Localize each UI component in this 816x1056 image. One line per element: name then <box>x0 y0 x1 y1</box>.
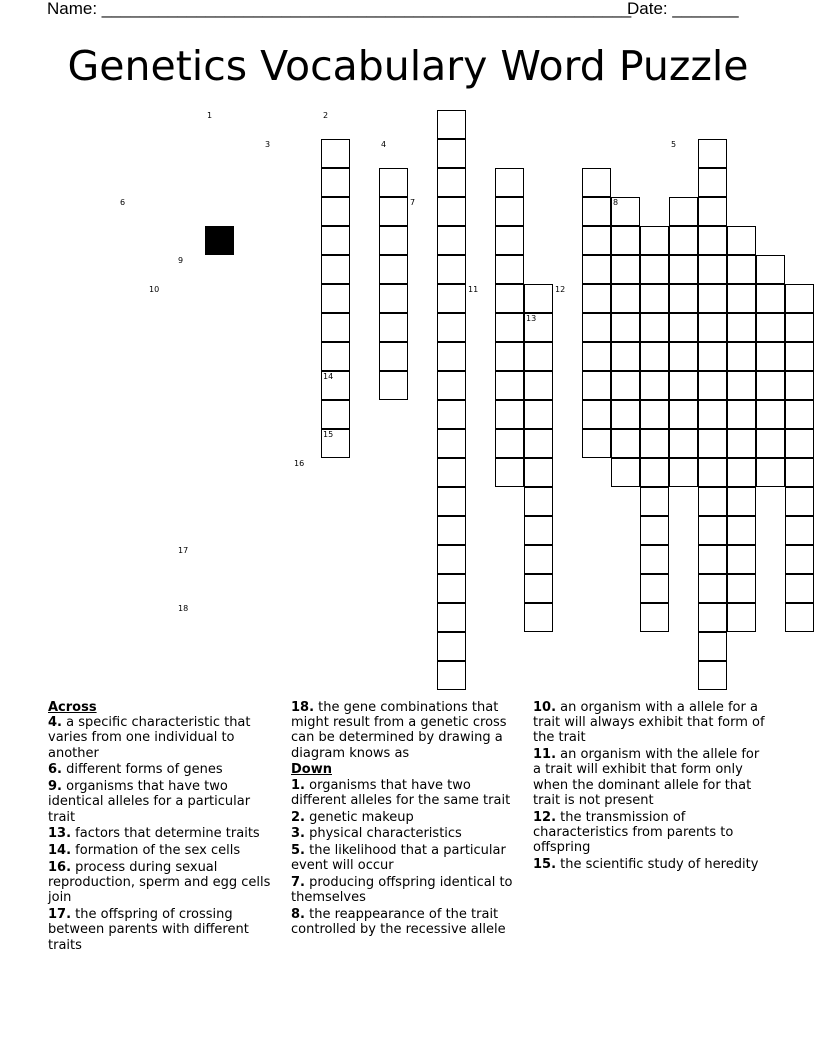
crossword-cell[interactable] <box>379 197 408 226</box>
crossword-cell[interactable] <box>437 487 466 516</box>
crossword-cell[interactable] <box>756 255 785 284</box>
crossword-cell[interactable] <box>524 400 553 429</box>
crossword-cell[interactable] <box>437 400 466 429</box>
clue-number-label: 9. <box>48 779 62 795</box>
clue-number: 13 <box>526 314 537 323</box>
crossword-cell[interactable] <box>495 313 524 342</box>
crossword-cell[interactable] <box>698 632 727 661</box>
clue-text: a specific characteristic that varies from one individual to another <box>48 715 251 761</box>
crossword-cell[interactable] <box>727 429 756 458</box>
clue-text: the likelihood that a particular event will occur <box>291 843 506 874</box>
crossword-cell[interactable] <box>582 400 611 429</box>
crossword-cell[interactable] <box>698 574 727 603</box>
crossword-cell[interactable] <box>524 545 553 574</box>
crossword-cell[interactable] <box>698 516 727 545</box>
crossword-cell[interactable] <box>582 371 611 400</box>
crossword-cell[interactable] <box>379 168 408 197</box>
crossword-cell[interactable] <box>785 516 814 545</box>
clue-number-label: 17. <box>48 907 72 923</box>
crossword-cell[interactable] <box>437 168 466 197</box>
clue-item <box>291 810 525 825</box>
crossword-cell[interactable] <box>698 371 727 400</box>
crossword-cell[interactable] <box>524 342 553 371</box>
crossword-cell[interactable] <box>611 226 640 255</box>
clue-item <box>533 857 765 872</box>
clue-text: the offspring of crossing between parents with different traits <box>48 907 249 953</box>
crossword-cell[interactable] <box>698 603 727 632</box>
clue-number-label: 18. <box>291 700 315 715</box>
crossword-cell[interactable] <box>640 574 669 603</box>
crossword-cell[interactable] <box>321 197 350 226</box>
crossword-cell[interactable] <box>698 313 727 342</box>
clue-number: 15 <box>323 430 334 439</box>
crossword-cell[interactable] <box>669 284 698 313</box>
crossword-cell[interactable] <box>640 429 669 458</box>
across-heading: Across <box>48 700 97 715</box>
clue-number-label: 5. <box>291 843 305 859</box>
clue-number-label: 11. <box>533 747 557 763</box>
crossword-cell[interactable] <box>640 516 669 545</box>
clue-text: organisms that have two different alleles for the same trait <box>291 777 511 808</box>
clue-item <box>48 843 280 858</box>
crossword-cell[interactable] <box>495 197 524 226</box>
crossword-cell[interactable] <box>524 574 553 603</box>
clue-item <box>48 715 280 761</box>
crossword-cell[interactable] <box>756 342 785 371</box>
clue-text: producing offspring identical to themselves <box>291 875 513 906</box>
clue-text: process during sexual reproduction, sperm and egg cells join <box>48 860 271 906</box>
crossword-cell[interactable] <box>524 487 553 516</box>
clue-item <box>533 747 765 808</box>
clue-number: 3 <box>265 140 271 149</box>
crossword-cell[interactable] <box>379 342 408 371</box>
crossword-cell[interactable] <box>756 284 785 313</box>
crossword-cell[interactable] <box>698 139 727 168</box>
crossword-cell[interactable] <box>379 313 408 342</box>
clue-number: 5 <box>671 140 677 149</box>
clue-number: 7 <box>410 198 416 207</box>
crossword-cell[interactable] <box>640 313 669 342</box>
crossword-cell[interactable] <box>785 400 814 429</box>
crossword-cell[interactable] <box>698 197 727 226</box>
clue-item <box>291 875 525 905</box>
crossword-cell[interactable] <box>437 458 466 487</box>
crossword-cell[interactable] <box>611 371 640 400</box>
clue-number: 8 <box>613 198 619 207</box>
page-title: Genetics Vocabulary Word Puzzle <box>67 42 749 90</box>
crossword-cell[interactable] <box>611 400 640 429</box>
clue-item <box>291 700 525 761</box>
crossword-cell[interactable] <box>698 168 727 197</box>
crossword-cell[interactable] <box>379 255 408 284</box>
crossword-cell[interactable] <box>640 487 669 516</box>
crossword-cell[interactable] <box>669 226 698 255</box>
clue-text: factors that determine traits <box>75 826 260 842</box>
clue-text: an organism with a allele for a trait will always exhibit that form of the trait <box>533 700 765 746</box>
crossword-cell[interactable] <box>321 168 350 197</box>
crossword-cell[interactable] <box>727 255 756 284</box>
crossword-cell[interactable] <box>379 226 408 255</box>
crossword-cell[interactable] <box>495 168 524 197</box>
clue-number: 12 <box>555 285 566 294</box>
crossword-cell[interactable] <box>582 284 611 313</box>
crossword-cell[interactable] <box>611 458 640 487</box>
clue-number: 1 <box>207 111 213 120</box>
crossword-cell[interactable] <box>785 429 814 458</box>
clues-column-2 <box>291 700 525 939</box>
crossword-cell[interactable] <box>495 458 524 487</box>
crossword-cell[interactable] <box>727 603 756 632</box>
crossword-cell[interactable] <box>524 284 553 313</box>
crossword-cell[interactable] <box>698 429 727 458</box>
crossword-cell[interactable] <box>611 313 640 342</box>
crossword-cell[interactable] <box>582 255 611 284</box>
clue-item <box>48 826 280 841</box>
crossword-cell[interactable] <box>437 110 466 139</box>
crossword-cell[interactable] <box>669 255 698 284</box>
crossword-cell[interactable] <box>756 400 785 429</box>
crossword-cell[interactable] <box>669 342 698 371</box>
crossword-cell[interactable] <box>785 574 814 603</box>
crossword-cell[interactable] <box>437 603 466 632</box>
crossword-cell[interactable] <box>785 458 814 487</box>
crossword-cell[interactable] <box>495 226 524 255</box>
crossword-cell[interactable] <box>727 313 756 342</box>
clue-item <box>291 778 525 808</box>
clue-number: 4 <box>381 140 387 149</box>
crossword-cell[interactable] <box>437 284 466 313</box>
crossword-cell[interactable] <box>698 226 727 255</box>
crossword-cell[interactable] <box>698 661 727 690</box>
crossword-cell[interactable] <box>727 458 756 487</box>
clue-number: 14 <box>323 372 334 381</box>
crossword-cell[interactable] <box>669 458 698 487</box>
crossword-cell[interactable] <box>321 342 350 371</box>
clue-text: the transmission of characteristics from parents to offspring <box>533 809 734 856</box>
clue-number-label: 7. <box>291 875 305 891</box>
crossword-cell[interactable] <box>698 487 727 516</box>
crossword-cell[interactable] <box>640 371 669 400</box>
crossword-cell[interactable] <box>611 284 640 313</box>
clue-number-label: 8. <box>291 907 305 923</box>
crossword-cell[interactable] <box>321 226 350 255</box>
crossword-cell[interactable] <box>437 226 466 255</box>
crossword-cell[interactable] <box>524 429 553 458</box>
crossword-cell[interactable] <box>321 139 350 168</box>
name-line[interactable]: Name: ________________________________________________________ <box>47 0 632 18</box>
crossword-cell[interactable] <box>437 661 466 690</box>
crossword-cell[interactable] <box>524 371 553 400</box>
crossword-cell[interactable] <box>756 313 785 342</box>
clue-text: the reappearance of the trait controlled by the recessive allele <box>291 907 506 938</box>
clue-text: the gene combinations that might result from a genetic cross can be determined by drawing a diagram knows as <box>291 700 507 761</box>
crossword-cell[interactable] <box>495 371 524 400</box>
clue-text: genetic makeup <box>309 809 414 825</box>
crossword-cell[interactable] <box>727 226 756 255</box>
crossword-cell[interactable] <box>582 313 611 342</box>
crossword-cell[interactable] <box>582 168 611 197</box>
crossword-cell[interactable] <box>437 632 466 661</box>
clue-number-label: 16. <box>48 860 72 875</box>
crossword-cell[interactable] <box>785 371 814 400</box>
crossword-cell[interactable] <box>524 458 553 487</box>
crossword-cell[interactable] <box>640 458 669 487</box>
crossword-cell[interactable] <box>785 284 814 313</box>
crossword-cell[interactable] <box>785 603 814 632</box>
clue-item <box>291 843 525 873</box>
crossword-cell[interactable] <box>756 429 785 458</box>
crossword-cell[interactable] <box>495 429 524 458</box>
crossword-cell[interactable] <box>611 255 640 284</box>
crossword-cell[interactable] <box>727 400 756 429</box>
crossword-cell[interactable] <box>640 342 669 371</box>
crossword-cell[interactable] <box>611 342 640 371</box>
crossword-cell[interactable] <box>727 342 756 371</box>
crossword-cell[interactable] <box>785 487 814 516</box>
crossword-cell[interactable] <box>756 458 785 487</box>
crossword-cell[interactable] <box>524 603 553 632</box>
clue-number: 11 <box>468 285 479 294</box>
clue-text: formation of the sex cells <box>75 843 241 859</box>
clue-number: 9 <box>178 256 184 265</box>
clue-number-label: 14. <box>48 843 72 859</box>
crossword-cell[interactable] <box>698 545 727 574</box>
clue-item <box>533 810 765 856</box>
clue-item <box>48 779 280 825</box>
crossword-cell[interactable] <box>698 284 727 313</box>
crossword-cell[interactable] <box>698 255 727 284</box>
crossword-cell[interactable] <box>321 284 350 313</box>
crossword-cell[interactable] <box>437 255 466 284</box>
crossword-cell[interactable] <box>321 400 350 429</box>
crossword-cell[interactable] <box>437 139 466 168</box>
clue-item <box>291 826 525 841</box>
clue-item <box>533 700 765 746</box>
crossword-cell[interactable] <box>437 313 466 342</box>
crossword-cell[interactable] <box>669 400 698 429</box>
crossword-cell[interactable] <box>582 342 611 371</box>
clue-number-label: 13. <box>48 826 72 842</box>
crossword-cell[interactable] <box>640 603 669 632</box>
crossword-cell[interactable] <box>640 400 669 429</box>
clue-number-label: 6. <box>48 762 62 778</box>
crossword-cell[interactable] <box>437 342 466 371</box>
clue-number-label: 2. <box>291 809 305 825</box>
crossword-cell[interactable] <box>379 371 408 400</box>
clue-item <box>48 860 280 906</box>
black-cell <box>205 226 234 255</box>
crossword-cell[interactable] <box>379 284 408 313</box>
clues-column-1 <box>48 700 280 954</box>
crossword-cell[interactable] <box>640 284 669 313</box>
crossword-cell[interactable] <box>669 197 698 226</box>
crossword-cell[interactable] <box>727 371 756 400</box>
crossword-cell[interactable] <box>582 226 611 255</box>
down-heading: Down <box>291 762 332 778</box>
crossword-cell[interactable] <box>727 574 756 603</box>
crossword-cell[interactable] <box>727 284 756 313</box>
clue-number-label: 1. <box>291 777 305 793</box>
crossword-cell[interactable] <box>669 313 698 342</box>
clue-item <box>48 907 280 953</box>
crossword-cell[interactable] <box>727 516 756 545</box>
crossword-cell[interactable] <box>321 255 350 284</box>
crossword-cell[interactable] <box>437 545 466 574</box>
clue-number: 6 <box>120 198 126 207</box>
clue-number-label: 15. <box>533 856 557 872</box>
crossword-cell[interactable] <box>698 458 727 487</box>
crossword-cell[interactable] <box>437 429 466 458</box>
crossword-cell[interactable] <box>582 429 611 458</box>
clue-text: organisms that have two identical alleles for a particular trait <box>48 779 251 825</box>
crossword-cell[interactable] <box>640 226 669 255</box>
clue-number: 16 <box>294 459 305 468</box>
clue-text: the scientific study of heredity <box>560 856 759 872</box>
clue-item <box>291 907 525 937</box>
crossword-cell[interactable] <box>698 400 727 429</box>
crossword-cell[interactable] <box>669 371 698 400</box>
crossword-cell[interactable] <box>698 342 727 371</box>
clue-text: an organism with the allele for a trait will exhibit that form only when the dominant allele for that trait is not present <box>533 747 760 808</box>
clue-number: 17 <box>178 546 189 555</box>
crossword-cell[interactable] <box>785 342 814 371</box>
crossword-cell[interactable] <box>727 487 756 516</box>
crossword-cell[interactable] <box>611 429 640 458</box>
crossword-cell[interactable] <box>495 400 524 429</box>
crossword-cell[interactable] <box>495 255 524 284</box>
crossword-cell[interactable] <box>524 516 553 545</box>
clue-text: different forms of genes <box>66 762 223 778</box>
clues-column-3 <box>533 700 765 874</box>
crossword-cell[interactable] <box>727 545 756 574</box>
clue-number: 10 <box>149 285 160 294</box>
clue-number-label: 10. <box>533 700 557 715</box>
crossword-cell[interactable] <box>437 574 466 603</box>
crossword-cell[interactable] <box>437 371 466 400</box>
date-line[interactable]: Date: _______ <box>627 0 739 18</box>
crossword-cell[interactable] <box>437 516 466 545</box>
clue-number: 18 <box>178 604 189 613</box>
crossword-cell[interactable] <box>640 255 669 284</box>
clue-text: physical characteristics <box>309 826 462 842</box>
clue-item <box>48 762 280 777</box>
crossword-cell[interactable] <box>495 284 524 313</box>
clue-number-label: 12. <box>533 809 557 825</box>
clue-number-label: 4. <box>48 715 62 731</box>
crossword-cell[interactable] <box>756 371 785 400</box>
crossword-cell[interactable] <box>669 429 698 458</box>
clue-number-label: 3. <box>291 826 305 842</box>
crossword-cell[interactable] <box>437 197 466 226</box>
crossword-cell[interactable] <box>640 545 669 574</box>
crossword-cell[interactable] <box>321 313 350 342</box>
crossword-cell[interactable] <box>582 197 611 226</box>
crossword-cell[interactable] <box>785 313 814 342</box>
crossword-cell[interactable] <box>495 342 524 371</box>
clue-number: 2 <box>323 111 329 120</box>
crossword-cell[interactable] <box>785 545 814 574</box>
